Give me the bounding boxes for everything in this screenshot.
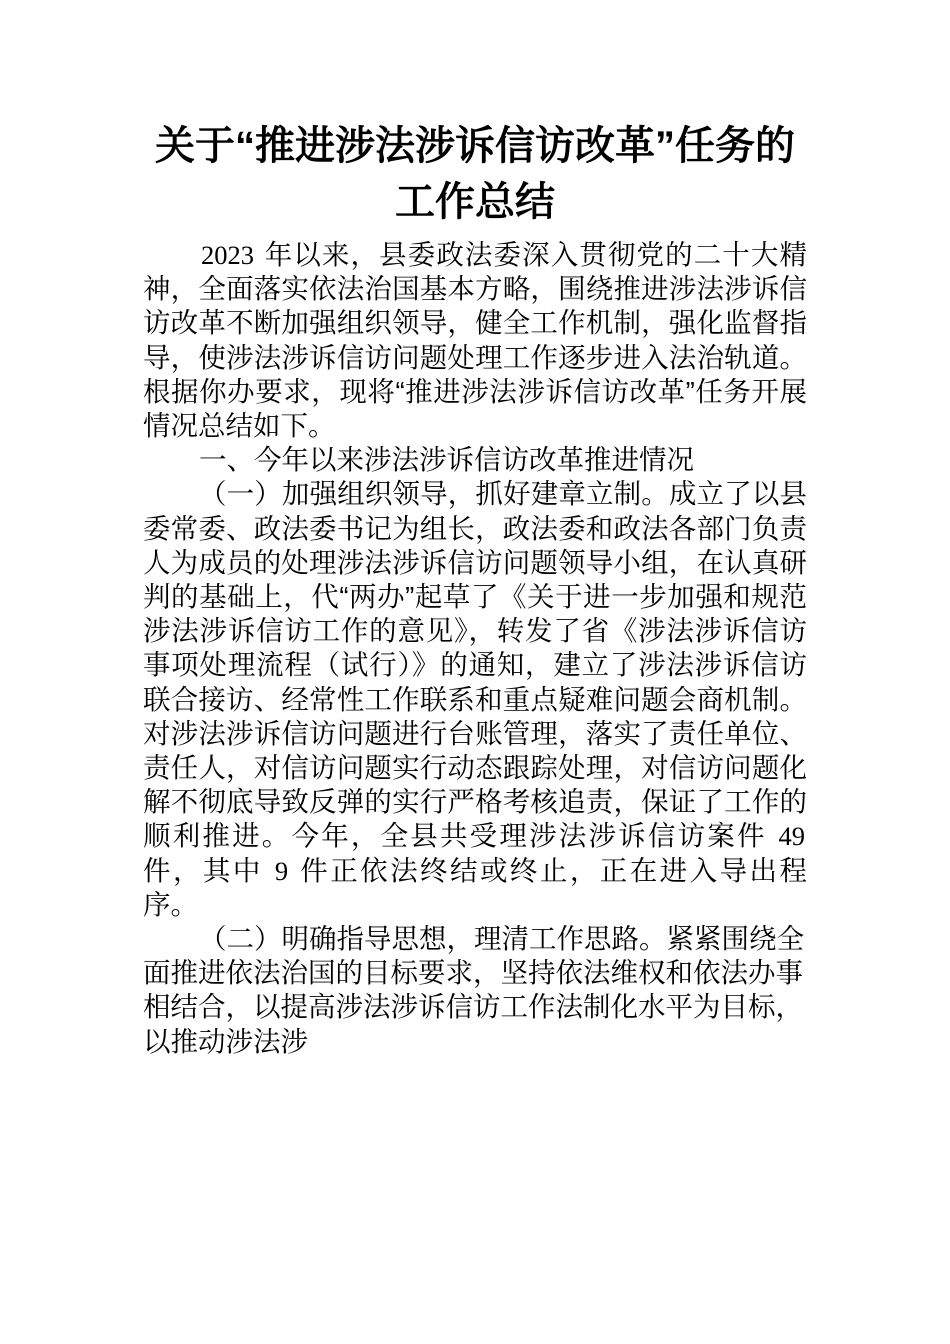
latin-numeral: 2023 — [201, 240, 254, 270]
latin-numeral: 49 — [778, 821, 805, 852]
page-title: 关于“推进涉法涉诉信访改革”任务的工作总结 — [155, 124, 795, 224]
paragraph-section-1-2: （二）明确指导思想，理清工作思路。紧紧围绕全面推进依法治国的目标要求，坚持依法维权和依法办事相结合，以提高涉法涉诉信访工作法制化水平为目标，以推动涉法涉 — [143, 923, 804, 1057]
section-heading-1: 一、今年以来涉法涉诉信访改革推进情况 — [199, 444, 694, 476]
latin-numeral: 9 — [274, 855, 289, 886]
paragraph-intro: 2023 年以来，县委政法委深入贯彻党的二十大精神，全面落实依法治国基本方略，围绕推进涉法涉诉信访改革不断加强组织领导，健全工作机制，强化监督指导，使涉法涉诉信访问题处理工作逐步进入法治轨道。根据你办要求，现将“推进涉法涉诉信访改革”任务开展情况总结如下。 — [143, 239, 807, 442]
paragraph-section-1-1: （一）加强组织领导，抓好建章立制。成立了以县委常委、政法委书记为组长，政法委和政法各部门负责人为成员的处理涉法涉诉信访问题领导小组，在认真研判的基础上，代“两办”起草了《关于进一步加强和规范涉法涉诉信访工作的意见》，转发了省《涉法涉诉信访事项处理流程（试行）》的通知，建立了涉法涉诉信访联合接访、经常性工作联系和重点疑难问题会商机制。对涉法涉诉信访问题进行台账管理，落实了责任单位、责任人，对信访问题实行动态跟踪处理，对信访问题化解不彻底导致反弹的实行严格考核追责，保证了工作的顺利推进。今年，全县共受理涉法涉诉信访案件 49 件，其中 9 件正依法终结或终止，正在进入导出程序。 — [143, 478, 807, 920]
document-content — [143, 118, 807, 1059]
